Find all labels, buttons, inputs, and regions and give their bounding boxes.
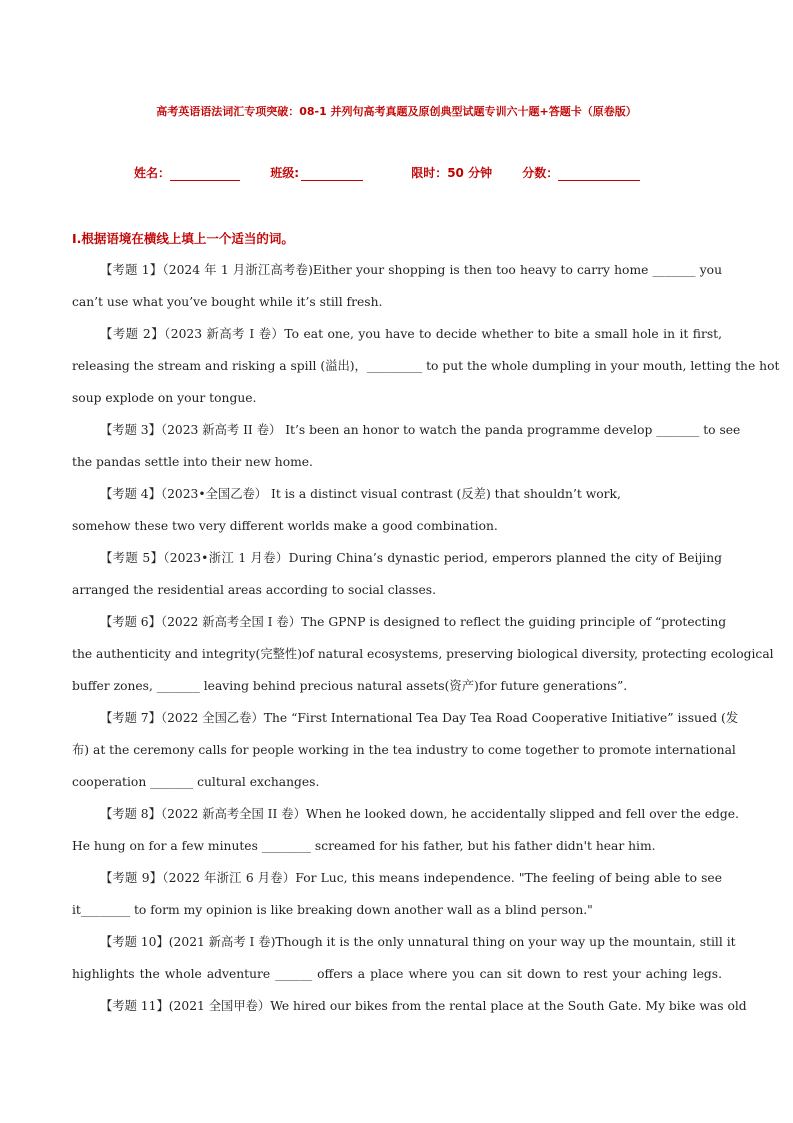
question-line-start: 【考题 7】（2022 全国乙卷）The “First International Tea Day Tea Road Cooperative Initiative” issued (发 [100,711,739,725]
section-title: I.根据语境在横线上填上一个适当的词。 [72,231,294,246]
question-line: highlights the whole adventure ______ offers a place where you can sit down to rest your aching legs. [72,967,722,981]
question-line-start: 【考题 11】(2021 全国甲卷）We hired our bikes from the rental place at the South Gate. My bike was old [100,999,747,1013]
question-line-start: 【考题 8】（2022 新高考全国 II 卷）When he looked down, he accidentally slipped and fell over the edge. [100,807,739,821]
question-line: soup explode on your tongue. [72,391,257,405]
question-line: cooperation _______ cultural exchanges. [72,775,320,789]
question-line-start: 【考题 1】（2024 年 1 月浙江高考卷)Either your shopping is then too heavy to carry home _______ you [100,263,722,277]
question-line-start: 【考题 4】（2023•全国乙卷） It is a distinct visual contrast (反差) that shouldn’t work, [100,487,621,501]
question-line: it________ to form my opinion is like breaking down another wall as a blind person." [72,903,593,917]
question-line: can’t use what you’ve bought while it’s still fresh. [72,295,383,309]
class-label: 班级: [270,166,300,180]
question-line-start: 【考题 5】（2023•浙江 1 月卷）During China’s dynastic period, emperors planned the city of Beijing [100,551,722,565]
time-limit-label: 限时：50 分钟 [411,166,493,180]
student-info-row [134,164,640,181]
question-line-start: 【考题 3】（2023 新高考 II 卷） It’s been an honor to watch the panda programme develop _______ to see [100,423,741,437]
name-label: 姓名： [134,166,171,180]
question-line: arranged the residential areas according to social classes. [72,583,436,597]
question-line: the pandas settle into their new home. [72,455,313,469]
question-line: 布) at the ceremony calls for people working in the tea industry to come together to promote international [72,743,736,757]
class-blank[interactable] [301,166,363,181]
score-blank[interactable] [558,166,640,181]
document-title: 高考英语语法词汇专项突破：08-1 并列句高考真题及原创典型试题专训六十题+答题卡（原卷版） [156,105,637,118]
question-line: the authenticity and integrity(完整性)of natural ecosystems, preserving biological diversity, protecting ecological [72,647,774,661]
question-line-start: 【考题 2】（2023 新高考 I 卷）To eat one, you have to decide whether to bite a small hole in it first, [100,327,722,341]
question-line: releasing the stream and risking a spill (溢出)，_________ to put the whole dumpling in your mouth, letting the hot [72,359,780,373]
score-label: 分数： [522,166,559,180]
question-line: He hung on for a few minutes ________ screamed for his father, but his father didn't hear him. [72,839,656,853]
question-line-start: 【考题 9】（2022 年浙江 6 月卷）For Luc, this means independence. "The feeling of being able to see [100,871,722,885]
question-line: buffer zones, _______ leaving behind precious natural assets(资产)for future generations”. [72,679,628,693]
question-line: somehow these two very different worlds make a good combination. [72,519,498,533]
name-blank[interactable] [170,166,240,181]
question-line-start: 【考题 10】(2021 新高考 I 卷)Though it is the only unnatural thing on your way up the mountain, still it [100,935,736,949]
question-line-start: 【考题 6】（2022 新高考全国 I 卷）The GPNP is designed to reflect the guiding principle of “protecting [100,615,727,629]
